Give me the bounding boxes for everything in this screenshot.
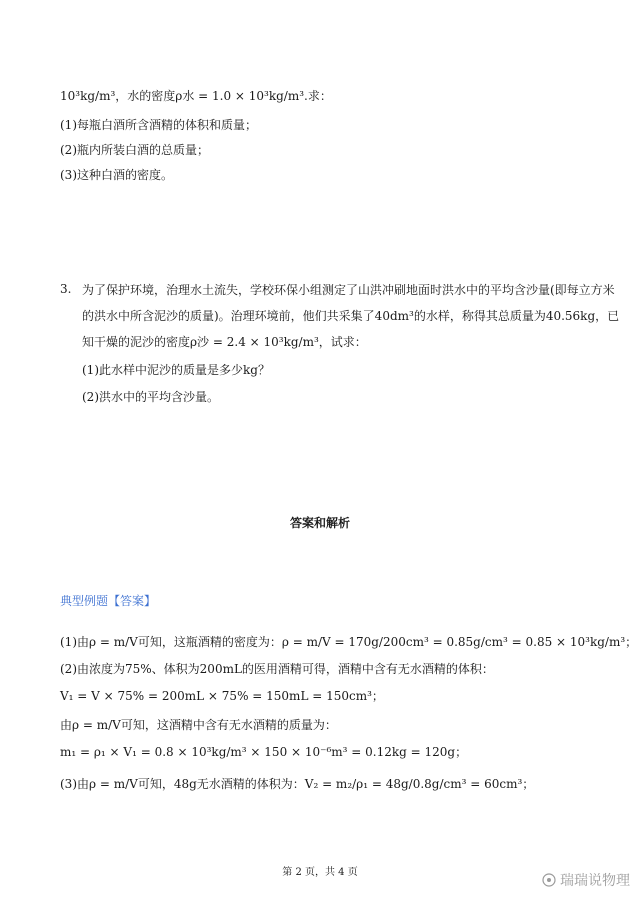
answer-line: (3)由ρ = m/V可知，48g无水酒精的体积为：V₂ = m₂/ρ₁ = 48g/0.8g/cm³ = 60cm³； <box>60 777 535 791</box>
answer-line: 由ρ = m/V可知，这酒精中含有无水酒精的质量为： <box>60 718 337 732</box>
q3-part-1: (1)此水样中泥沙的质量是多少kg？ <box>82 363 270 377</box>
q3-text-line: 知干燥的泥沙的密度ρ沙 = 2.4 × 10³kg/m³，试求： <box>82 335 367 349</box>
q2-part-2: (2)瓶内所装白酒的总质量； <box>60 143 209 157</box>
watermark <box>542 870 630 890</box>
q3-text-line: 为了保护环境，治理水土流失，学校环保小组测定了山洪冲刷地面时洪水中的平均含沙量(即每立方米 <box>82 283 615 297</box>
q2-text-line: 10³kg/m³，水的密度ρ水 = 1.0 × 10³kg/m³.求： <box>60 89 332 103</box>
section-label: 典型例题【答案】 <box>60 594 157 608</box>
q2-part-3: (3)这种白酒的密度。 <box>60 168 173 182</box>
watermark-logo-icon <box>542 873 556 887</box>
answer-line: (1)由ρ = m/V可知，这瓶酒精的密度为：ρ = m/V = 170g/200cm³ = 0.85g/cm³ = 0.85 × 10³kg/m³； <box>60 635 638 649</box>
q3-text-line: 的洪水中所含泥沙的质量)。治理环境前，他们共采集了40dm³的水样，称得其总质量为40.56kg，已 <box>82 309 620 323</box>
watermark-text: 瑞瑞说物理 <box>560 873 630 889</box>
answer-line: m₁ = ρ₁ × V₁ = 0.8 × 10³kg/m³ × 150 × 10⁻⁶m³ = 0.12kg = 120g； <box>60 745 468 759</box>
question-number: 3. <box>60 282 72 296</box>
q3-part-2: (2)洪水中的平均含沙量。 <box>82 390 219 404</box>
page-footer: 第 2 页，共 4 页 <box>282 867 358 878</box>
answer-line: V₁ = V × 75% = 200mL × 75% = 150mL = 150cm³； <box>60 689 384 703</box>
answer-heading: 答案和解析 <box>289 516 350 530</box>
answer-line: (2)由浓度为75%、体积为200mL的医用酒精可得，酒精中含有无水酒精的体积： <box>60 662 494 676</box>
q2-part-1: (1)每瓶白酒所含酒精的体积和质量； <box>60 118 257 132</box>
